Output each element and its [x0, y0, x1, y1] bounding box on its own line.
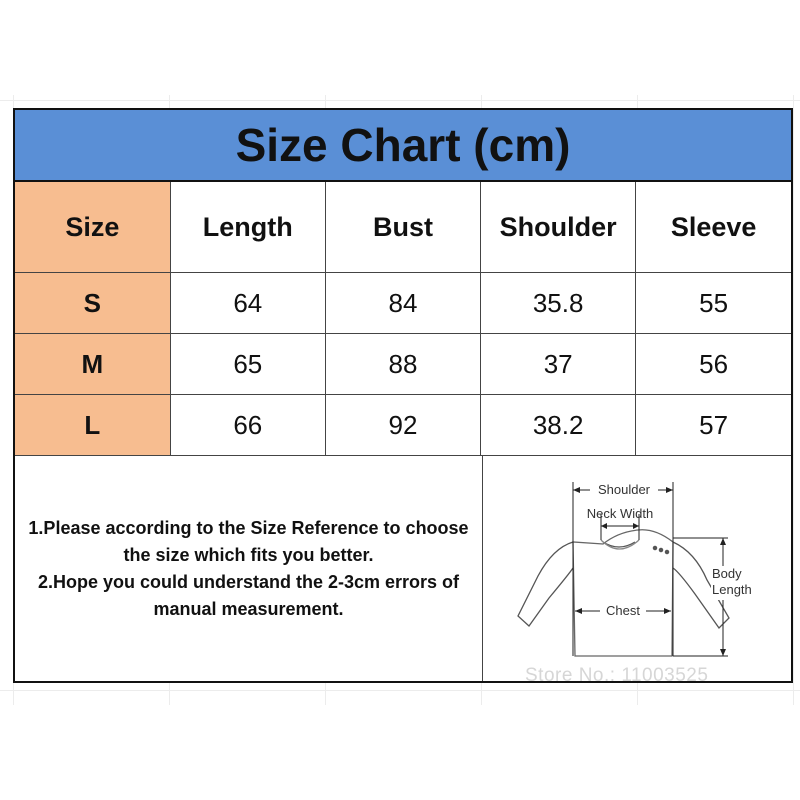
sleeve-cell: 57 [636, 395, 791, 456]
note-1: 1.Please according to the Size Reference to choose the size which fits you better. [28, 517, 469, 565]
length-cell: 64 [170, 273, 325, 334]
bust-cell: 92 [325, 395, 480, 456]
header-bust: Bust [325, 182, 480, 273]
size-cell: M [15, 334, 170, 395]
header-length: Length [170, 182, 325, 273]
size-cell: S [15, 273, 170, 334]
label-length: Length [712, 582, 752, 597]
measurement-diagram [483, 456, 791, 681]
label-neck-width: Neck Width [586, 506, 654, 521]
size-table [15, 182, 791, 456]
label-chest: Chest [606, 603, 640, 618]
bust-cell: 84 [325, 273, 480, 334]
sleeve-cell: 56 [636, 334, 791, 395]
shoulder-cell: 35.8 [481, 273, 636, 334]
shoulder-cell: 38.2 [481, 395, 636, 456]
notes [15, 456, 483, 681]
header-row [15, 182, 791, 273]
note-2: 2.Hope you could understand the 2-3cm errors of manual measurement. [37, 571, 460, 619]
header-sleeve: Sleeve [636, 182, 791, 273]
table-row [15, 273, 791, 334]
size-cell: L [15, 395, 170, 456]
sleeve-cell: 55 [636, 273, 791, 334]
length-cell: 66 [170, 395, 325, 456]
bust-cell: 88 [325, 334, 480, 395]
label-shoulder: Shoulder [597, 482, 651, 497]
size-chart [13, 108, 793, 683]
header-shoulder: Shoulder [481, 182, 636, 273]
shoulder-cell: 37 [481, 334, 636, 395]
store-watermark: Store No.: 11003525 [525, 665, 709, 686]
table-row [15, 395, 791, 456]
header-size: Size [15, 182, 170, 273]
chart-title: Size Chart (cm) [15, 110, 791, 182]
table-row [15, 334, 791, 395]
length-cell: 65 [170, 334, 325, 395]
sweater-illustration-icon [483, 456, 791, 681]
info-section [15, 455, 791, 681]
label-body: Body [712, 566, 742, 581]
